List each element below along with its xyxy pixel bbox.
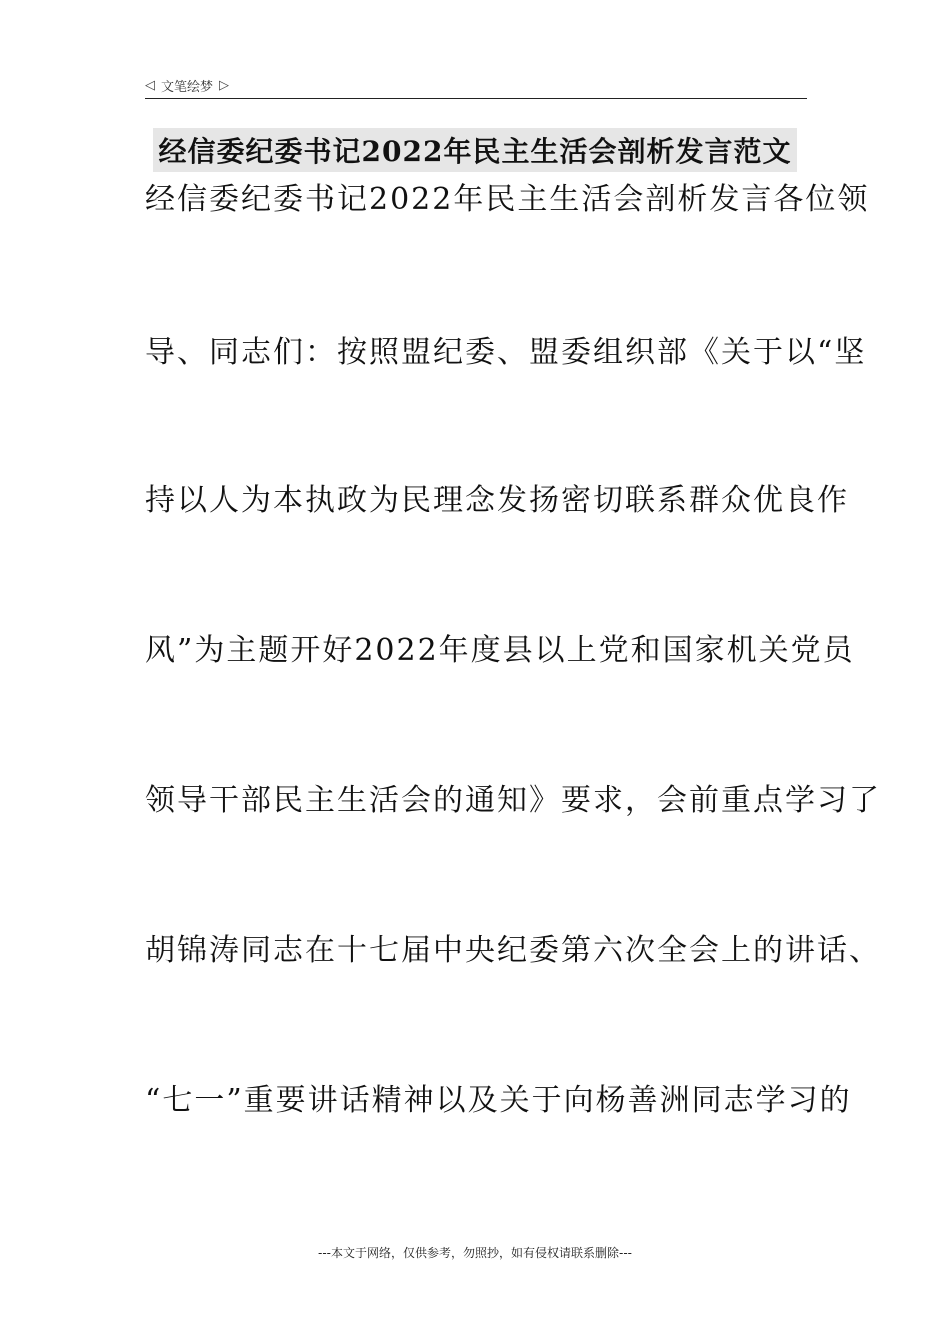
page-header — [145, 72, 807, 99]
body-line: 风”为主题开好2022年度县以上党和国家机关党员 — [145, 633, 855, 668]
body-line: 领导干部民主生活会的通知》要求，会前重点学习了 — [145, 783, 881, 818]
triangle-right-icon: ▷ — [219, 77, 230, 93]
body-line: 持以人为本执政为民理念发扬密切联系群众优良作 — [145, 483, 849, 518]
body-line: 胡锦涛同志在十七届中央纪委第六次全会上的讲话、 — [145, 933, 881, 968]
body-line: 经信委纪委书记2022年民主生活会剖析发言各位领 — [145, 182, 870, 217]
page-footer: ---本文于网络，仅供参考，勿照抄，如有侵权请联系删除--- — [318, 1246, 632, 1260]
header-brand: 文笔绘梦 — [161, 79, 214, 95]
title-container — [0, 128, 950, 172]
document-title: 经信委纪委书记2022年民主生活会剖析发言范文 — [153, 128, 798, 172]
body-line: 导、同志们：按照盟纪委、盟委组织部《关于以“坚 — [145, 335, 867, 370]
triangle-left-icon: ◁ — [145, 77, 155, 93]
body-line: “七一”重要讲话精神以及关于向杨善洲同志学习的 — [145, 1083, 852, 1118]
